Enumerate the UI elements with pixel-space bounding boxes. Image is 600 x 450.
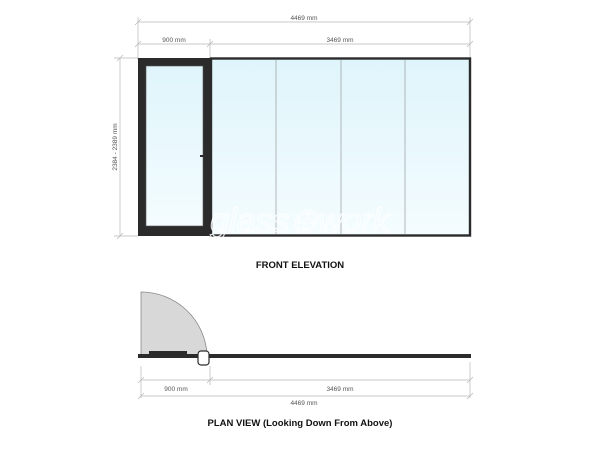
door-handle: [204, 150, 206, 172]
watermark: glass⊕work: [210, 202, 390, 240]
plan-view-title: PLAN VIEW (Looking Down From Above): [207, 418, 393, 429]
door-panel: [138, 58, 210, 236]
plan-overall-width-label: 4469 mm: [290, 400, 318, 407]
door-width-label: 900 mm: [162, 37, 186, 44]
height-label: 2384 - 2389 mm: [112, 123, 119, 171]
segment-dimensions: [135, 37, 473, 60]
plan-segment-dimensions: [138, 362, 473, 398]
plan-frame-line: [138, 354, 471, 358]
fixed-width-label: 3469 mm: [326, 37, 354, 44]
plan-fixed-width-label: 3469 mm: [326, 386, 354, 393]
overall-width-label: 4469 mm: [290, 15, 318, 22]
front-elevation-title: FRONT ELEVATION: [255, 260, 345, 271]
plan-view: [138, 292, 473, 429]
height-dimension: [112, 55, 138, 239]
front-elevation: [112, 15, 473, 271]
plan-door-width-label: 900 mm: [164, 386, 188, 393]
door-pivot: [198, 351, 209, 365]
door-swing-arc: [141, 292, 207, 355]
plan-overall-dimension: [138, 393, 473, 407]
